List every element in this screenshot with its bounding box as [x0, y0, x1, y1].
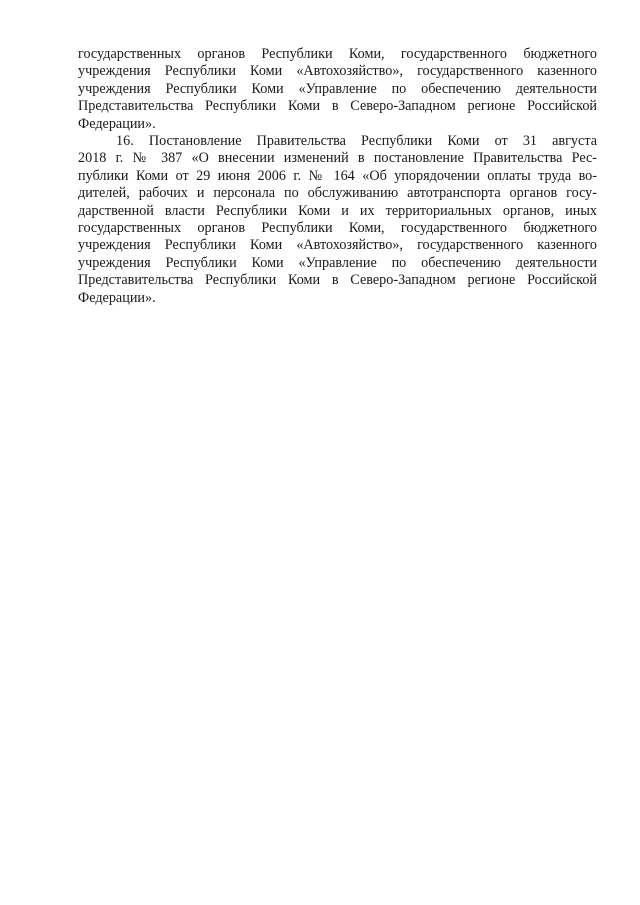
- text-line: 2018 г. № 387 «О внесении изменений в постановление Правительства Рес-: [78, 150, 597, 167]
- item-16-paragraph: [78, 133, 597, 307]
- text-line: Федерации».: [78, 289, 156, 306]
- text-line: дителей, рабочих и персонала по обслуживанию автотранспорта органов госу-: [78, 185, 597, 202]
- text-line: Представительства Республики Коми в Северо-Западном регионе Российской: [78, 272, 597, 289]
- text-line: публики Коми от 29 июня 2006 г. № 164 «Об упорядочении оплаты труда во-: [78, 167, 597, 184]
- text-line: Представительства Республики Коми в Северо-Западном регионе Российской: [78, 98, 597, 115]
- text-line: учреждения Республики Коми «Управление по обеспечению деятельности: [78, 254, 597, 271]
- text-line: учреждения Республики Коми «Автохозяйство», государственного казенного: [78, 63, 597, 80]
- text-line: 16. Постановление Правительства Республики Коми от 31 августа: [116, 133, 597, 149]
- text-line: учреждения Республики Коми «Автохозяйство», государственного казенного: [78, 237, 597, 254]
- text-line: государственных органов Республики Коми, государственного бюджетного: [78, 46, 597, 62]
- text-line: дарственной власти Республики Коми и их территориальных органов, иных: [78, 202, 597, 219]
- text-line: государственных органов Республики Коми, государственного бюджетного: [78, 220, 597, 237]
- text-line: Федерации».: [78, 115, 156, 132]
- continuation-paragraph: [78, 46, 597, 133]
- text-line: учреждения Республики Коми «Управление по обеспечению деятельности: [78, 80, 597, 97]
